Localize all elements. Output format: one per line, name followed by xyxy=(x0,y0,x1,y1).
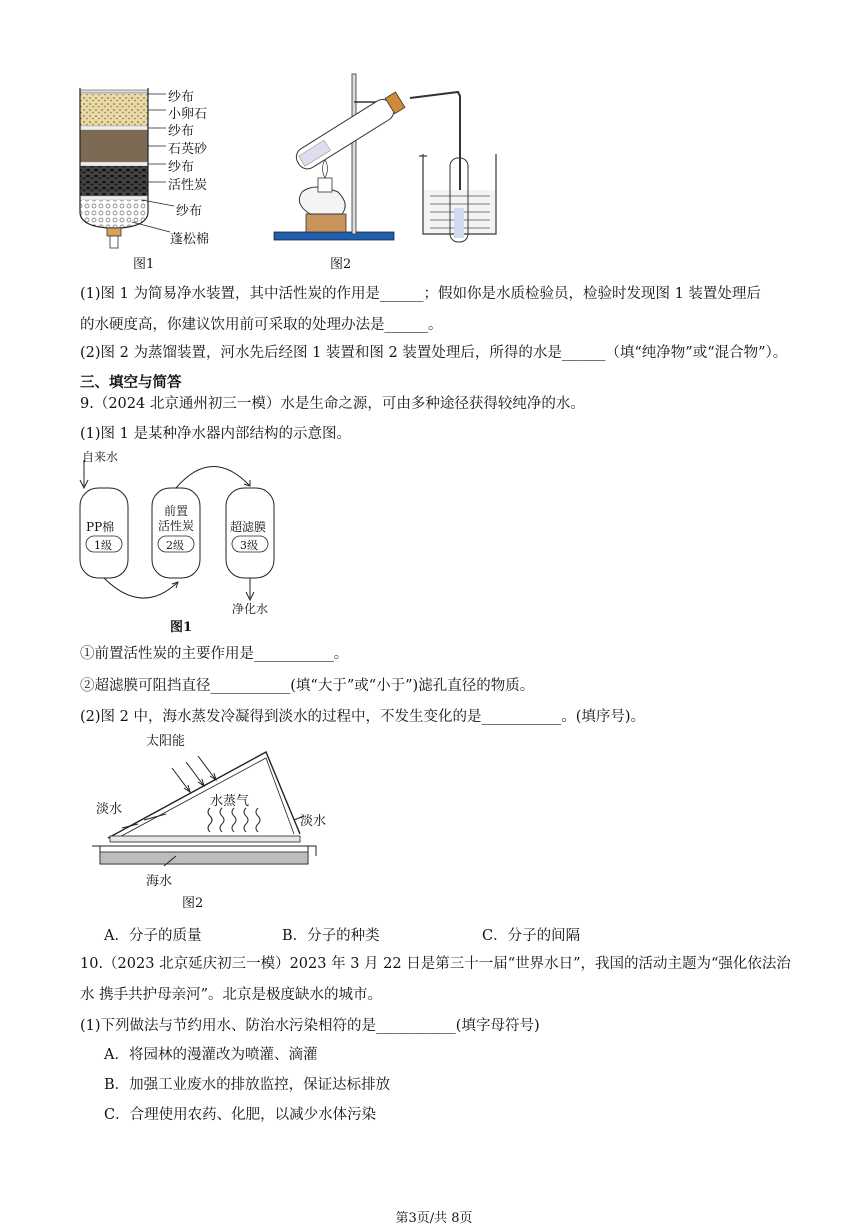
figure-caption: 图2 xyxy=(330,257,352,272)
inlet-label: 自来水 xyxy=(82,450,119,464)
filter-label-gauze-3: 纱布 xyxy=(168,160,195,175)
steam-label: 水蒸气 xyxy=(210,794,250,809)
question-stem: 9.（2024 北京通州初三一模）水是生命之源，可由多种途径获得较纯净的水。 xyxy=(80,396,585,412)
question-text: ②超滤膜可阻挡直径___________(填“大于”或“小于”)滤孔直径的物质。 xyxy=(80,678,535,694)
figure-caption: 图1 xyxy=(170,620,193,635)
sea-water-label: 海水 xyxy=(146,874,173,889)
option-b[interactable]: B．加强工业废水的排放监控，保证达标排放 xyxy=(104,1077,391,1093)
figure-caption: 图2 xyxy=(182,896,204,911)
option-c[interactable]: C．分子的间隔 xyxy=(482,928,581,944)
filter-label-quartz: 石英砂 xyxy=(168,142,208,157)
tank-1-label: PP棉 xyxy=(86,520,115,534)
filter-label-carbon: 活性炭 xyxy=(168,178,208,193)
option-c[interactable]: C．合理使用农药、化肥，以减少水体污染 xyxy=(104,1107,377,1123)
option-a[interactable]: A．将园林的漫灌改为喷灌、滴灌 xyxy=(104,1047,318,1063)
filter-label-gauze-4: 纱布 xyxy=(176,204,203,219)
tank-3-label: 超滤膜 xyxy=(230,520,267,534)
filter-apparatus-diagram xyxy=(70,84,260,264)
distillation-apparatus-diagram xyxy=(268,68,518,248)
question-text: 的水硬度高，你建议饮用前可采取的处理办法是______。 xyxy=(80,317,443,333)
question-text: (1)图 1 是某种净水器内部结构的示意图。 xyxy=(80,426,351,442)
option-a[interactable]: A．分子的质量 xyxy=(104,928,202,944)
tank-2-label: 前置 xyxy=(164,504,189,518)
question-text: (1)图 1 为简易净水装置，其中活性炭的作用是______；假如你是水质检验员，检验时发现图 1 装置处理后 xyxy=(80,286,761,302)
outlet-label: 净化水 xyxy=(232,602,269,616)
question-stem: 10.（2023 北京延庆初三一模）2023 年 3 月 22 日是第三十一届“世界水日”，我国的活动主题为“强化依法治 xyxy=(80,956,791,972)
figure-caption: 图1 xyxy=(133,257,155,272)
filter-label-cotton: 蓬松棉 xyxy=(170,232,210,247)
filter-label-gauze-2: 纱布 xyxy=(168,124,195,139)
question-text: (2)图 2 中，海水蒸发冷凝得到淡水的过程中，不发生变化的是___________。(填序号)。 xyxy=(80,709,646,725)
page-footer: 第3页/共 8页 xyxy=(395,1211,473,1226)
question-text: (2)图 2 为蒸馏装置，河水先后经图 1 装置和图 2 装置处理后，所得的水是______（填“纯净物”或“混合物”）。 xyxy=(80,345,788,361)
fresh-water-left-label: 淡水 xyxy=(96,802,123,817)
tank-2-stage: 2级 xyxy=(166,539,184,552)
solar-energy-label: 太阳能 xyxy=(146,734,186,749)
section-heading: 三、填空与简答 xyxy=(80,375,182,391)
option-b[interactable]: B．分子的种类 xyxy=(282,928,380,944)
tank-1-stage: 1级 xyxy=(94,539,112,552)
filter-label-pebble: 小卵石 xyxy=(168,107,208,122)
filter-label-gauze-1: 纱布 xyxy=(168,90,195,105)
question-text: ①前置活性炭的主要作用是___________。 xyxy=(80,646,349,662)
question-stem: 水 携手共护母亲河”。北京是极度缺水的城市。 xyxy=(80,987,383,1003)
tank-2-label: 活性炭 xyxy=(158,519,195,533)
question-text: (1)下列做法与节约用水、防治水污染相符的是___________(填字母符号) xyxy=(80,1018,540,1034)
fresh-water-right-label: 淡水 xyxy=(300,814,327,829)
tank-3-stage: 3级 xyxy=(240,539,258,552)
